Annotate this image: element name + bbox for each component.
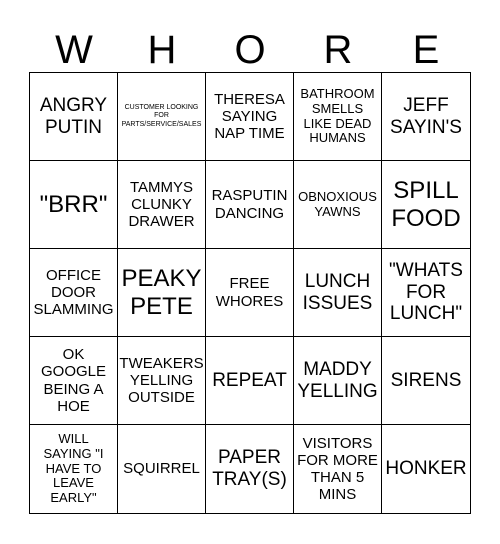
bingo-cell[interactable] (294, 249, 382, 337)
cell-text: SIRENS (390, 369, 462, 391)
cell-text: OFFICE DOOR SLAMMING (33, 266, 114, 319)
bingo-header (30, 0, 470, 72)
header-letter-h: H (147, 28, 177, 72)
header-letter-w: W (55, 28, 93, 72)
bingo-cell[interactable] (118, 425, 206, 513)
cell-text: TAMMYS CLUNKY DRAWER (128, 178, 195, 231)
cell-text: VISITORS FOR MORE THAN 5 MINS (297, 434, 378, 504)
cell-text: HONKER (385, 458, 467, 480)
cell-text: MADDY YELLING (297, 358, 378, 402)
cell-text: THERESA SAYING NAP TIME (214, 90, 285, 143)
cell-text: LUNCH ISSUES (302, 270, 373, 314)
bingo-cell[interactable] (382, 161, 470, 249)
bingo-cell[interactable] (118, 337, 206, 425)
cell-text: REPEAT (212, 369, 287, 391)
bingo-cell[interactable] (206, 249, 294, 337)
bingo-cell[interactable] (294, 337, 382, 425)
bingo-cell[interactable] (30, 425, 118, 513)
bingo-cell[interactable] (382, 425, 470, 513)
cell-text: CUSTOMER LOOKING FOR PARTS/SERVICE/SALES (121, 104, 202, 128)
cell-text: SQUIRREL (123, 460, 200, 478)
bingo-board (29, 72, 471, 514)
cell-text: OBNOXIOUS YAWNS (298, 188, 377, 219)
bingo-cell[interactable] (294, 161, 382, 249)
bingo-cell[interactable] (294, 425, 382, 513)
bingo-cell[interactable] (118, 73, 206, 161)
bingo-cell[interactable] (206, 425, 294, 513)
cell-text: PEAKY PETE (121, 264, 202, 320)
cell-text: JEFF SAYIN'S (390, 94, 462, 138)
cell-text: RASPUTIN DANCING (211, 187, 288, 222)
bingo-cell[interactable] (206, 161, 294, 249)
bingo-cell[interactable] (382, 337, 470, 425)
bingo-cell[interactable] (30, 337, 118, 425)
cell-text: OK GOOGLE BEING A HOE (40, 346, 107, 415)
bingo-cell[interactable] (294, 73, 382, 161)
bingo-cell[interactable] (206, 337, 294, 425)
cell-text: ANGRY PUTIN (39, 94, 108, 138)
cell-text: WILL SAYING "I HAVE TO LEAVE EARLY" (43, 430, 104, 506)
bingo-cell[interactable] (382, 249, 470, 337)
cell-text: BATHROOM SMELLS LIKE DEAD HUMANS (300, 85, 375, 146)
bingo-cell[interactable] (30, 161, 118, 249)
cell-text: TWEAKERS YELLING OUTSIDE (119, 354, 204, 407)
bingo-cell[interactable] (206, 73, 294, 161)
cell-text: "WHATS FOR LUNCH" (389, 259, 463, 325)
header-letter-r: R (323, 28, 353, 72)
bingo-cell[interactable] (30, 249, 118, 337)
header-letter-e: E (412, 28, 440, 72)
header-letter-o: O (234, 28, 266, 72)
bingo-cell[interactable] (118, 161, 206, 249)
bingo-cell[interactable] (30, 73, 118, 161)
cell-text: SPILL FOOD (391, 176, 461, 232)
cell-text: PAPER TRAY(S) (212, 447, 287, 490)
cell-text: FREE WHORES (215, 275, 284, 310)
cell-text: "BRR" (39, 190, 108, 218)
bingo-cell[interactable] (118, 249, 206, 337)
bingo-cell[interactable] (382, 73, 470, 161)
